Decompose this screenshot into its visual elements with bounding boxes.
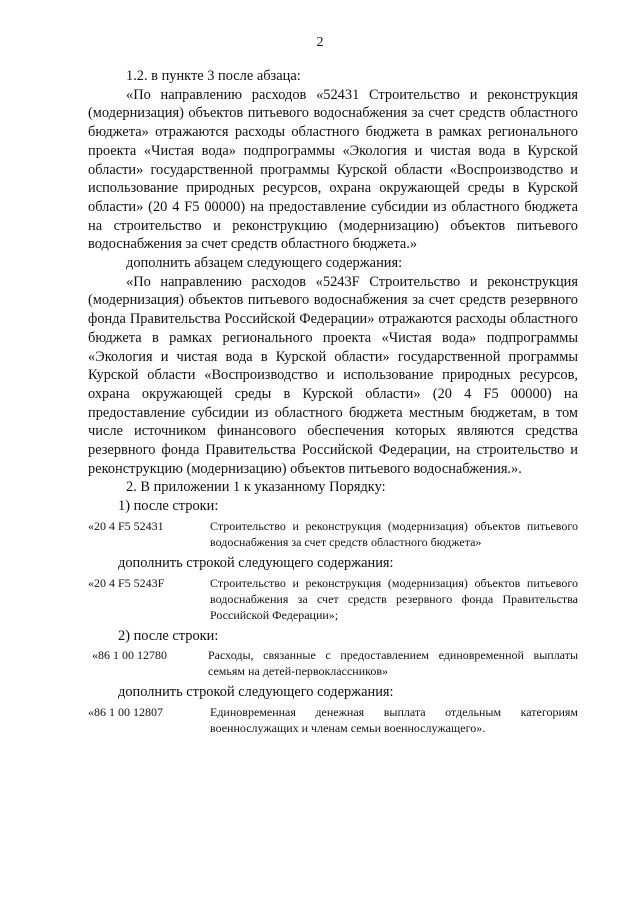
code-row [88, 647, 578, 683]
paragraph-add-row-instruction: дополнить строкой следующего содержания: [118, 554, 394, 571]
budget-code-description: Единовременная денежная выплата отдельным категориям военнослужащих и членам семьи военнослужащего». [210, 704, 578, 735]
paragraph-quoted-new: «По направлению расходов «5243F Строительство и реконструкция (модернизация) объектов питьевого водоснабжения за счет средств резервного фонда Правительства Российской Федерации» отражаются расходы областного бюджета в рамках регионального проекта «Чистая вода» подпрограммы «Экология и чистая вода в Курской области» государственной программы Курской области «Воспроизводство и использование природных ресурсов, охрана окружающей среды в Курской области» (20 4 F5 00000) на предоставление субсидии из областного бюджета местным бюджетам, в том числе источником финансового обеспечения которых являются средства резервного фонда Правительства Российской Федерации, на строительство и реконструкцию (модернизацию) объектов питьевого водоснабжения.». [88, 273, 578, 477]
page-number: 2 [316, 35, 324, 50]
budget-code-description: Строительство и реконструкция (модернизация) объектов питьевого водоснабжения за счет средств резервного фонда Правительства Российской Федерации»; [210, 575, 578, 622]
budget-code: «20 4 F5 52431 [88, 518, 164, 533]
budget-code: «86 1 00 12780 [92, 648, 167, 663]
paragraph-supplement-instruction: дополнить абзацем следующего содержания: [126, 255, 403, 272]
paragraph-quoted-original: «По направлению расходов «52431 Строительство и реконструкция (модернизация) объектов питьевого водоснабжения за счет средств областного бюджета» отражаются расходы областного бюджета в рамках регионального проекта «Чистая вода» подпрограммы «Экология и чистая вода в Курской области» государственной программы Курской области «Воспроизводство и использование природных ресурсов, охрана окружающей среды в Курской области» (20 4 F5 00000) на предоставление субсидии из областного бюджета на строительство и реконструкцию (модернизацию) объектов питьевого водоснабжения за счет средств областного бюджета.» [88, 86, 578, 253]
document-body [88, 67, 578, 740]
paragraph-subclause-2: 2) после строки: [118, 627, 219, 644]
paragraph-subclause-1: 1) после строки: [118, 498, 219, 515]
code-row [88, 575, 578, 627]
budget-code-description: Строительство и реконструкция (модернизация) объектов питьевого водоснабжения за счет средств областного бюджета» [210, 518, 578, 549]
paragraph-add-row-instruction: дополнить строкой следующего содержания: [118, 684, 394, 701]
budget-code: «20 4 F5 5243F [88, 575, 165, 590]
paragraph-clause-2: 2. В приложении 1 к указанному Порядку: [126, 479, 386, 496]
budget-code-description: Расходы, связанные с предоставлением единовременной выплаты семьям на детей-первоклассников» [208, 648, 578, 679]
paragraph-clause-1-2: 1.2. в пункте 3 после абзаца: [126, 68, 301, 84]
code-row [88, 704, 578, 740]
code-row [88, 518, 578, 554]
budget-code: «86 1 00 12807 [88, 704, 163, 719]
